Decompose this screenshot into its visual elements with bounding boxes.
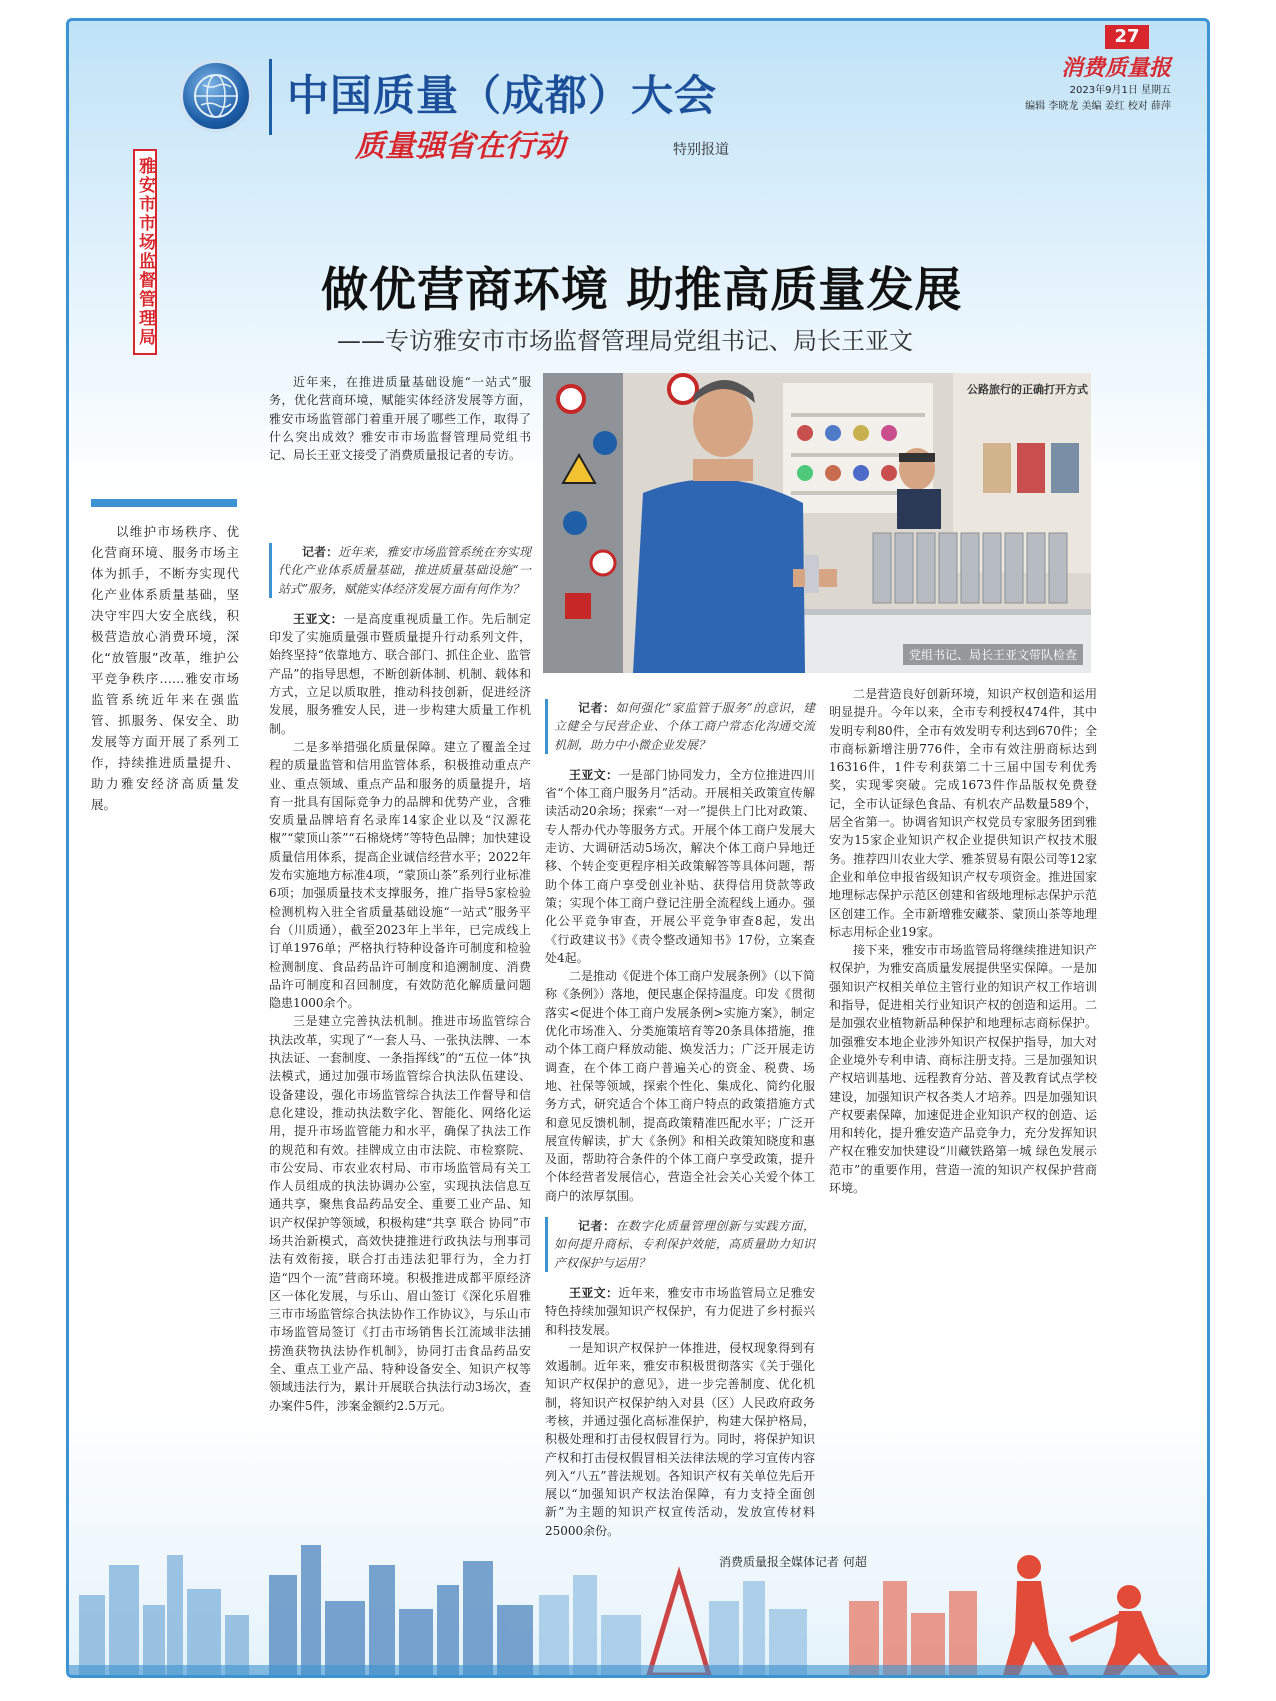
intro-paragraph: 近年来，在推进质量基础设施“一站式”服务，优化营商环境，赋能实体经济发展等方面，雅安市场监管部门着重开展了哪些工作，取得了什么突出成效？雅安市市场监督管理局党组书记、局长王亚文接受了消费质量报记者的专访。: [269, 375, 531, 463]
newspaper-name: 消费质量报: [1060, 56, 1171, 81]
answer-2: 王亚文：一是部门协同发力，全方位推进四川省“个体工商户服务月”活动。开展相关政策宣传解读活动20余场；探索“一对一”提供上门比对政策、专人帮办代办等服务方式。开展个体工商户发展大走访、大调研活动5场次，解决个体工商户异地迁移、个转企变更程序相关政策解答等具体问题，帮助个体工商户享受创业补贴、获得信用贷款等政策；实现个体工商户登记注册全流程线上通办。强化公平竞争审查，开展公平竞争审查8起，发出《行政建议书》《责令整改通知书》17份，立案查处4起。: [545, 767, 815, 965]
city-skyline-illustration: [69, 1505, 1210, 1675]
svg-text:公路旅行的正确打开方式: 公路旅行的正确打开方式: [967, 383, 1088, 396]
page-number: 27: [1105, 25, 1149, 49]
answer-1: 王亚文：一是高度重视质量工作。先后制定印发了实施质量强市暨质量提升行动系列文件，始终坚持“依靠地方、联合部门、抓住企业、监管产品”的指导思想，不断创新体制、机制、载体和方式，立足以质取胜，推动科技创新，促进经济发展，服务雅安人民，进一步构建大质量工作机制。: [269, 611, 531, 736]
article-subhead: ——专访雅安市市场监督管理局党组书记、局长王亚文: [337, 327, 913, 355]
paragraph-quality-guarantee: 二是多举措强化质量保障。建立了覆盖全过程的质量监管和信用监管体系，积极推动重点产业、重点领域、重点产品和服务的质量提升，培育一批具有国际竞争力的品牌和优势产业，含雅安质量品牌培育名录库14家企业以及“汉源花椒”“蒙顶山茶”“石棉烧烤”等特色品牌；加快建设质量信用体系，提高企业诚信经营水平；2022年发布实施地方标准4项，“蒙顶山茶”系列行业标准6项；加强质量技术支撑服务，推广指导5家检验检测机构入驻全省质量基础设施“一站式”服务平台（川质通），截至2023年上半年，已完成线上订单1976单；严格执行特种设备许可制度和检验检测制度、食品药品许可制度和追溯制度、消费品许可制度和召回制度，有效防范化解质量问题隐患1000余个。: [269, 739, 531, 1011]
text-column-2: [545, 687, 815, 1540]
newspaper-page: [66, 18, 1210, 1678]
article-byline: 消费质量报全媒体记者 何超: [719, 1555, 867, 1569]
text-column-3: [829, 685, 1097, 1197]
question-1: 记者：近年来，雅安市场监管系统在夯实现代化产业体系质量基础，推进质量基础设施“一站式”服务，赋能实体经济发展方面有何作为？: [278, 545, 531, 596]
answer-3: 王亚文：近年来，雅安市市场监管局立足雅安特色持续加强知识产权保护，有力促进了乡村振兴和科技发展。: [545, 1285, 815, 1337]
paragraph-innovation: 二是营造良好创新环境，知识产权创造和运用明显提升。今年以来，全市专利授权474件，其中发明专利80件，全市有效发明专利达到670件；全市商标新增注册776件，全市有效注册商标达到16316件，1件专利获第二十三届中国专利优秀奖，实现零突破。完成1673件作品版权免费登记，全市认证绿色食品、有机农产品数量589个，居全省第一。协调省知识产权党员专家服务团到雅安为15家企业知识产权企业提供知识产权技术服务。推荐四川农业大学、雅茶贸易有限公司等12家企业和单位申报省级知识产权专项资金。推进国家地理标志保护示范区创建和省级地理标志保护示范区创建工作。全市新增雅安藏茶、蒙顶山茶等地理标志用标企业19家。: [829, 687, 1097, 939]
column-label: 雅安市市场监督管理局: [133, 149, 157, 355]
article-photo: [543, 373, 1091, 673]
photo-caption: 党组书记、局长王亚文带队检查: [903, 644, 1083, 665]
conference-title: 中国质量（成都）大会: [287, 71, 718, 120]
paragraph-enforcement: 三是建立完善执法机制。推进市场监管综合执法改革，实现了“一套人马、一张执法牌、一本执法证、一套制度、一条指挥线”的“五位一体”执法模式，通过加强市场监管综合执法队伍建设、设备建设，强化市场监管综合执法工作督导和信息化建设，推动执法数字化、智能化、网络化运用，提升市场监管能力和水平，确保了执法工作的规范和有效。挂牌成立由市法院、市检察院、市公安局、市农业农村局、市市场监管局有关工作人员组成的执法协调办公室，实现执法信息互通共享，聚焦食品药品安全、重要工业产品、知识产权保护等领域，积极构建“共享 联合 协同”市场共治新模式，高效快捷推进行政执法与刑事司法有效衔接，联合打击违法犯罪行为，全力打造“四个一流”营商环境。积极推进成都平原经济区一体化发展，与乐山、眉山签订《深化乐眉雅三市市场监管综合执法协作工作协议》，与乐山市市场监管局签订《打击市场销售长江流域非法捕捞渔获物执法协作机制》，协同打击食品药品安全、重点工业产品、特种设备安全、知识产权等领域违法行为，累计开展联合执法行动3场次，查办案件5件，涉案金额约2.5万元。: [269, 1014, 531, 1413]
question-2: 记者：如何强化“家监管于服务”的意识，建立健全与民营企业、个体工商户常态化沟通交流机制，助力中小微企业发展？: [554, 701, 815, 752]
editor-credits: 编辑 李晓龙 美编 姜红 校对 薛萍: [1025, 101, 1171, 112]
text-column-1: [269, 531, 531, 1415]
report-type-label: 特别报道: [673, 142, 729, 158]
paragraph-regulations: 二是推动《促进个体工商户发展条例》（以下简称《条例》）落地，便民惠企保持温度。印发《贯彻落实<促进个体工商户发展条例>实施方案》，制定优化市场准入、分类施策培育等20条具体措施，推动个体工商户释放动能、焕发活力；广泛开展走访调查，在个体工商户普遍关心的资金、税费、场地、社保等领域，探索个性化、集成化、简约化服务方式，研究适合个体工商户特点的政策措施方式和意见反馈机制，提高政策精准匹配水平；广泛开展宣传解读，扩大《条例》和相关政策知晓度和惠及面，帮助符合条件的个体工商户享受政策，提升个体经营者发展信心，营造全社会关心关爱个体工商户的浓厚氛围。: [545, 969, 816, 1203]
header-divider: [269, 59, 272, 135]
globe-logo-icon: [179, 59, 253, 133]
summary-bar: [91, 499, 237, 507]
question-box-3: [545, 1217, 815, 1272]
question-3: 记者：在数字化质量管理创新与实践方面，如何提升商标、专利保护效能，高质量助力知识产权保护与运用？: [554, 1219, 815, 1270]
issue-date: 2023年9月1日 星期五: [1069, 85, 1171, 96]
question-box-1: [269, 543, 531, 598]
article-intro: [269, 373, 531, 464]
question-box-2: [545, 699, 815, 754]
paragraph-next-steps: 接下来，雅安市市场监管局将继续推进知识产权保护，为雅安高质量发展提供坚实保障。一是加强知识产权相关单位主管行业的知识产权工作培训和指导，促进相关行业知识产权的创造和运用。二是加强农业植物新品种保护和地理标志商标保护。加强雅安本地企业涉外知识产权保护指导，加大对企业境外专利申请、商标注册支持。三是加强知识产权培训基地、远程教育分站、普及教育试点学校建设，加强知识产权各类人才培养。四是加强知识产权要素保障，加速促进企业知识产权的创造、运用和转化，提升雅安造产品竞争力，充分发挥知识产权在雅安加快建设“川藏铁路第一城 绿色发展示范市”的重要作用，营造一流的知识产权保护营商环境。: [829, 943, 1097, 1196]
paragraph-ip-protection: 一是知识产权保护一体推进，侵权现象得到有效遏制。近年来，雅安市积极贯彻落实《关于强化知识产权保护的意见》，进一步完善制度、优化机制，将知识产权保护纳入对县（区）人民政府政务考核，并通过强化高标准保护，构建大保护格局，积极处理和打击侵权假冒行为。同时，将保护知识产权和打击侵权假冒相关法律法规的学习宣传内容列入“八五”普法规划。各知识产权有关单位先后开展以“加强知识产权法治保障，有力支持全面创新”为主题的知识产权宣传活动，发放宣传材料25000余份。: [545, 1340, 815, 1538]
article-headline: 做优营商环境 助推高质量发展: [321, 263, 963, 318]
inspection-scene-illustration: [543, 373, 1091, 673]
conference-slogan: 质量强省在行动: [355, 129, 565, 164]
article-summary: 以维护市场秩序、优化营商环境、服务市场主体为抓手，不断夯实现代化产业体系质量基础，坚决守牢四大安全底线，积极营造放心消费环境，深化“放管服”改革，维护公平竞争秩序……雅安市场监管系统近年来在强监管、抓服务、保安全、助发展等方面开展了系列工作，持续推进质量提升、助力雅安经济高质量发展。: [91, 524, 239, 812]
